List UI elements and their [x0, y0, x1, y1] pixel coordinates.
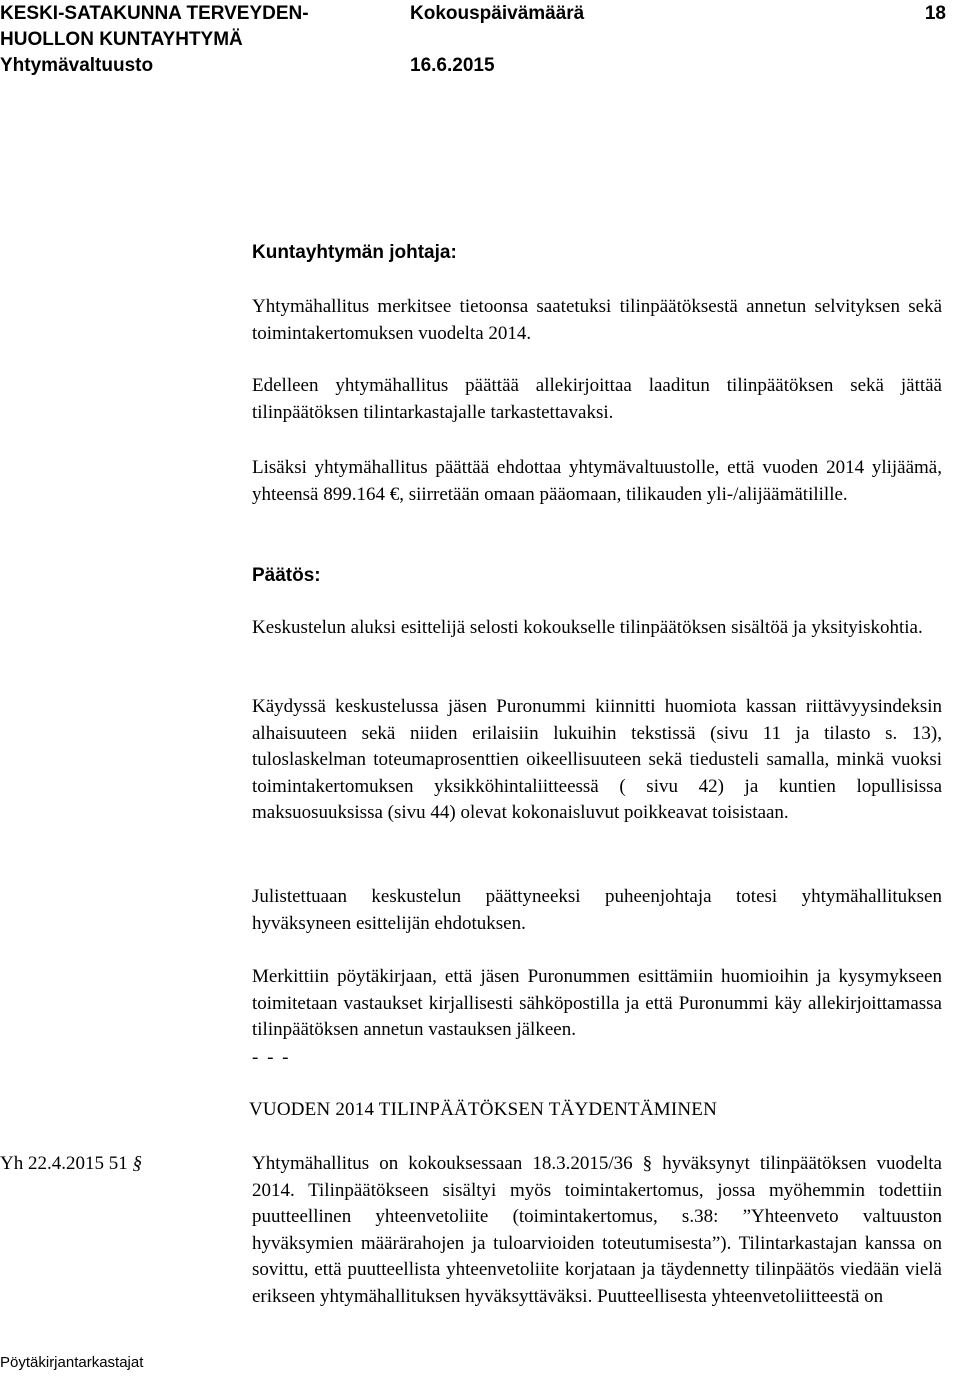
- organization-name-line1: KESKI-SATAKUNNA TERVEYDEN-: [0, 3, 309, 24]
- decision-paragraph-3: Julistettuaan keskustelun päättyneeksi puheenjohtaja totesi yhtymähallituksen hyväksyneen esittelijän ehdotuksen.: [252, 886, 942, 934]
- decision-paragraph-4: Merkittiin pöytäkirjaan, että jäsen Puronummen esittämiin huomioihin ja kysymykseen toimitetaan vastaukset kirjallisesti sähköpostilla ja että Puronummi käy allekirjoittamassa tilinpäätöksen annetun vastauksen jälkeen.: [252, 966, 942, 1040]
- decision-paragraph-1: Keskustelun aluksi esittelijä selosti kokoukselle tilinpäätöksen sisältöä ja yksityiskohtia.: [252, 617, 923, 638]
- next-section-title: VUODEN 2014 TILINPÄÄTÖKSEN TÄYDENTÄMINEN: [249, 1099, 718, 1120]
- proposal-paragraph-2: Edelleen yhtymähallitus päättää allekirjoittaa laaditun tilinpäätöksen sekä jättää tilinpäätöksen tilintarkastajalle tarkastettavaksi.: [252, 375, 942, 423]
- meeting-date: 16.6.2015: [410, 55, 495, 76]
- section-separator: - - -: [252, 1047, 291, 1068]
- decision-paragraph-2: Käydyssä keskustelussa jäsen Puronummi kiinnitti huomiota kassan riittävyysindeksin alhaisuuteen sekä niiden erilaisiin lukuihin tekstissä (sivu 11 ja tilasto s. 13), tuloslaskelman toteumaprosenttien oikeellisuuteen sekä tiedusteli samalla, minkä vuoksi toimintakertomuksen yksikköhintaliitteessä ( sivu 42) ja kuntien lopullisissa maksuosuuksissa (sivu 44) olevat kokonaisluvut poikkeavat toisistaan.: [252, 696, 942, 823]
- previous-decision-reference: [0, 1151, 142, 1177]
- footer-label: Pöytäkirjantarkastajat: [0, 1354, 144, 1371]
- proposal-paragraph-1: Yhtymähallitus merkitsee tietoonsa saatetuksi tilinpäätöksestä annetun selvityksen sekä toimintakertomuksen vuodelta 2014.: [252, 296, 942, 344]
- meeting-body: Yhtymävaltuusto: [0, 55, 154, 76]
- section-heading: Kuntayhtymän johtaja:: [252, 242, 457, 263]
- meeting-date-label: Kokouspäivämäärä: [410, 3, 585, 24]
- next-section-paragraph: Yhtymähallitus on kokouksessaan 18.3.2015/36 § hyväksynyt tilinpäätöksen vuodelta 2014. Tilinpäätökseen sisältyi myös toimintakertomus, jossa myöhemmin todettiin puutteellinen yhteenvetoliite (toimintakertomus, s.38: ”Yhteenveto valtuuston hyväksymien määrärahojen ja tuloarvioiden toteutumisesta”). Tilintarkastajan kanssa on sovittu, että puutteellista yhteenvetoliite korjataan ja täydennetty tilinpäätös viedään vielä erikseen yhtymähallituksen hyväksyttäväksi. Puutteellisesta yhteenvetoliitteestä on: [252, 1153, 942, 1307]
- reference-text: Yh 22.4.2015 51: [0, 1153, 128, 1174]
- decision-heading: Päätös:: [252, 565, 321, 586]
- page-number: 18: [924, 3, 946, 24]
- organization-name-line2: HUOLLON KUNTAYHTYMÄ: [0, 29, 243, 50]
- paragraph-mark: §: [132, 1153, 142, 1174]
- proposal-paragraph-3: Lisäksi yhtymähallitus päättää ehdottaa yhtymävaltuustolle, että vuoden 2014 ylijäämä, yhteensä 899.164 €, siirretään omaan pääomaan, tilikauden yli-/alijäämätilille.: [252, 457, 942, 505]
